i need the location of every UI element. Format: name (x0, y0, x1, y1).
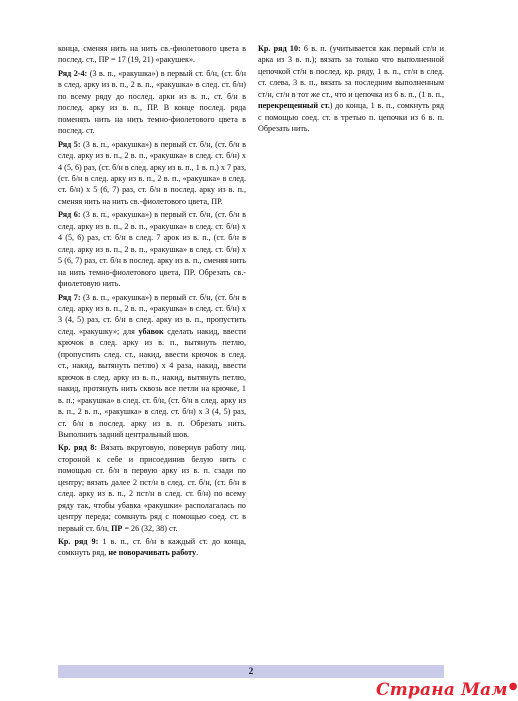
row-label: Ряд 5: (58, 139, 81, 149)
row-label: Ряд 2-4: (58, 68, 88, 78)
watermark-text: Страна Мам (376, 680, 508, 700)
row-label: Кр. ряд 9: (58, 537, 99, 547)
paragraph-row-7: Ряд 7: (3 в. п., «ракушка») в первый ст. б/н, (ст. б/н в след. арку из в. п., 2 в. п., «ракушка» в след. ст. б/н) х 3 (4, 5) раз, ст. б/н в след. арку из в. п., пропустить след. «ракушку»; для убавок сделать накид, ввести крючок в след. арку из в. п., вытянуть петлю, (пропустить след. ст., накид, ввести крючок в след. ст., накид, вытянуть петлю) х 4 раза, накид, ввести крючок в след. арку из в. п., накид, вытянуть петлю, накид, протянуть нить сквозь все петли на крючке, 1 в. п.; «ракушка» в след. ст. б/н, (ст. б/н в след. арку из в. п., 2 в. п., «ракушка» в след. ст. б/н) х 3 (4, 5) раз, ст. б/н в послед. арку из в. п. Обрезать нить. Выполнить задний центральный шов. (58, 292, 246, 439)
emphasis: ПР (111, 523, 123, 533)
site-watermark-logo (376, 676, 518, 700)
row-label: Кр. ряд 8: (58, 443, 98, 453)
watermark-dot-icon: ● (508, 681, 518, 692)
row-label: Ряд 6: (58, 210, 81, 220)
paragraph-round-9: Кр. ряд 9: 1 в. п., ст. б/н в каждый ст. до конца, сомкнуть ряд, не поворачивать работу. (58, 537, 247, 558)
right-text-column (258, 43, 444, 135)
emphasis: перекрещенный ст. (258, 101, 330, 111)
paragraph-row-6: Ряд 6: (3 в. п., «ракушка») в первый ст. б/н, (ст. б/н в след. арку из в. п., 2 в. п., «ракушка» в след. ст. б/н) х 4 (5, 6) раз, ст. б/н в след. 7 арок из в. п., (ст. б/н в след. арку из в. п., 2 в. п., «ракушка» в след. ст. б/н) х 5 (6, 7) раз, ст. б/н в послед. арку из в. п., сменяя нить на нить темно-фиолетового цвета, ПР. Обрезать св.-фиолетовую нить. (58, 210, 246, 289)
row-label: Кр. ряд 10: (258, 44, 301, 53)
emphasis: убавок (138, 326, 164, 336)
paragraph-row-5: Ряд 5: (3 в. п., «ракушка») в первый ст. б/н, (ст. б/н в след. арку из в. п., 2 в. п., «ракушка» в след. ст. б/н) х 4 (5, 6) раз, (ст. б/н в след. арку из в. п., 1 в. п.) х 7 раз, (ст. б/н в след. арку из в. п., 2 в. п., «ракушка» в след. ст. б/н) х 5 (6, 7) раз, ст. б/н в послед. арку из в. п., сменяя нить на нить св.-фиолетового цвета, ПР. (58, 139, 246, 206)
page-number: 2 (248, 666, 254, 676)
row-label: Ряд 7: (58, 292, 81, 302)
paragraph-round-8: Кр. ряд 8: Вязать вкруговую, повернув работу лиц. стороной к себе и присоединив белую нить с помощью ст. б/н в первую арку из в. п. сзади по центру; вязать далее 2 пст/н в след. ст. б/н, (ст. б/н в след. арку из в. п., 2 пст/н в след. ст. б/н) по всему ряду так, чтобы убавка «ракушки» располагалась по центру переда; сомкнуть ряд с помощью соед. ст. в первый ст. б/н, ПР = 26 (32, 38) ст. (58, 443, 246, 533)
paragraph-row-1-end: конца, сменяя нить на нить св.-фиолетового цвета в послед. ст., ПР = 17 (19, 21) «ракушек». (58, 44, 246, 65)
paragraph-row-2-4: Ряд 2-4: (3 в. п., «ракушка») в первый ст. б/н, (ст. б/н в след. арку из в. п., 2 в. п., «ракушка» в след. ст. б/н) по всему ряду до послед. арки из в. п., ст. б/н в послед. арку из в. п., ПР. В конце послед. ряда поменять нить на нить темно-фиолетового цвета в послед. ст. (58, 68, 247, 136)
emphasis: не поворачивать работу (108, 548, 197, 558)
left-text-column (58, 43, 246, 559)
paragraph-round-10: Кр. ряд 10: 6 в. п. (учитывается как первый ст/н и арка из 3 в. п.); вязать за только что выполненной цепочкой ст/н в послед. кр. ряду, 1 в. п., ст/н в след. ст. слева, 3 в. п., вязать за последним выполненным ст/н, ст/н в тот же ст., что и цепочка из 6 в. п., (1 в. п., перекрещенный ст.) до конца, 1 в. п., сомкнуть ряд с помощью соед. ст. в третью п. цепочки из 6 в. п. Обрезать нить. (258, 44, 444, 134)
